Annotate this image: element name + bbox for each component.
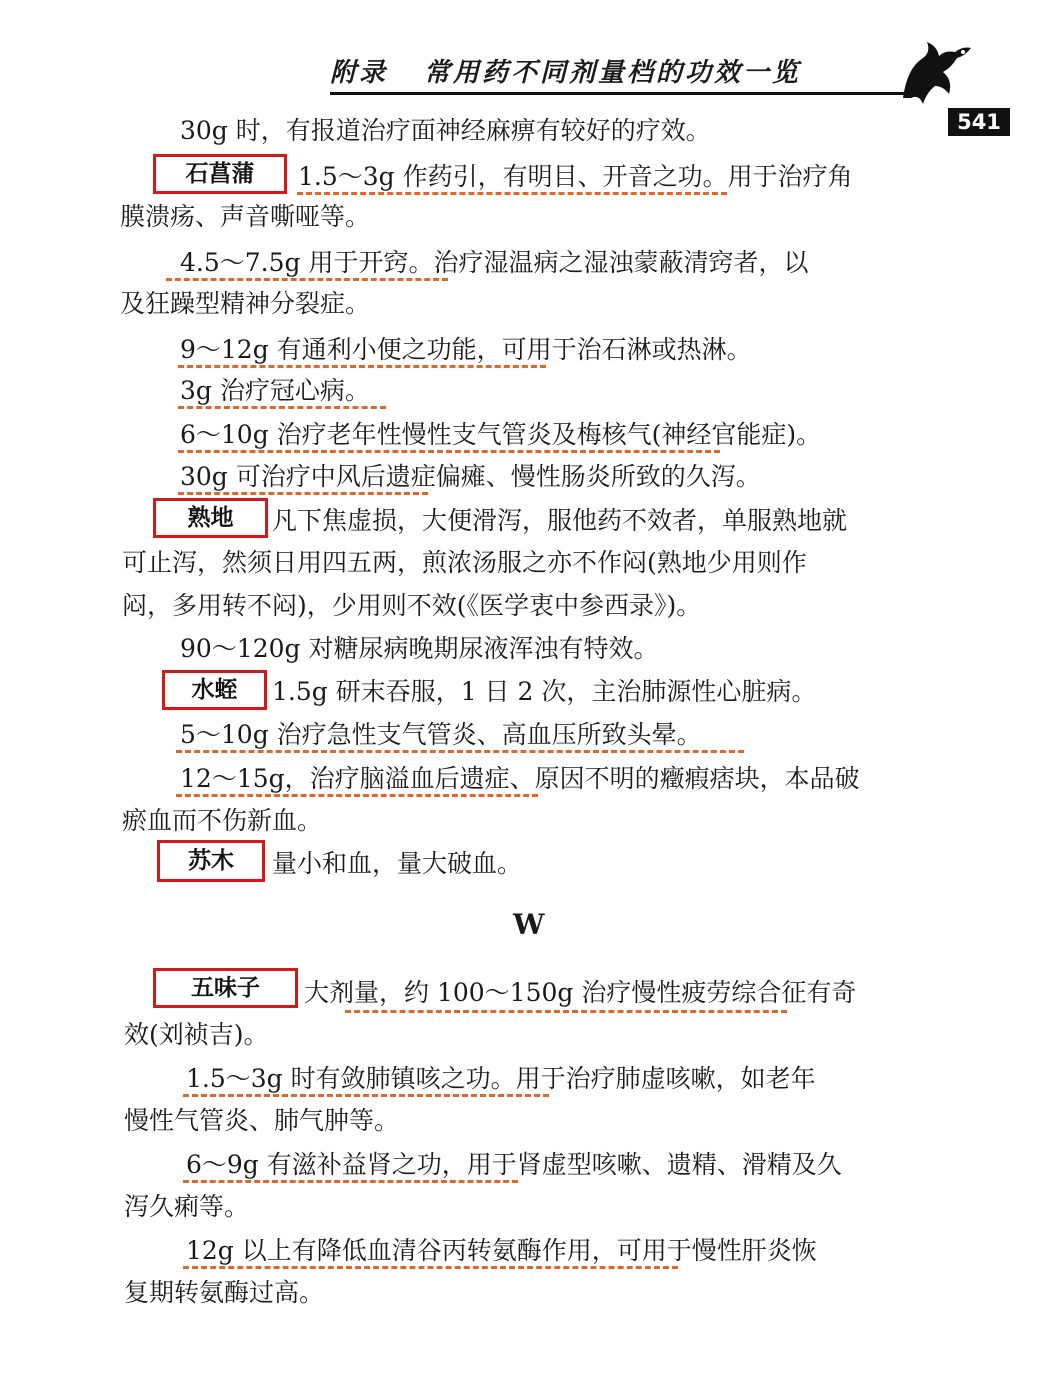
appendix-label: 附录	[330, 58, 389, 88]
dashed-underline	[183, 1094, 549, 1097]
dashed-underline	[166, 278, 448, 281]
text-line: 复期转氨酶过高。	[124, 1278, 325, 1307]
dashed-underline	[176, 750, 744, 753]
text-line: 6～9g 有滋补益肾之功，用于肾虚型咳嗽、遗精、滑精及久	[186, 1150, 842, 1179]
header-title: 常用药不同剂量档的功效一览	[424, 58, 802, 88]
text-line: 6～10g 治疗老年性慢性支气管炎及梅核气(神经官能症)。	[180, 420, 822, 449]
text-line: 泻久痢等。	[124, 1192, 250, 1221]
text-line: 1.5～3g 时有敛肺镇咳之功。用于治疗肺虚咳嗽，如老年	[186, 1064, 816, 1093]
text-line: 凡下焦虚损，大便滑泻，服他药不效者，单服熟地就	[272, 506, 848, 535]
dashed-underline	[178, 492, 428, 495]
text-line: 瘀血而不伤新血。	[122, 806, 323, 835]
dashed-underline	[178, 365, 546, 368]
text-line: 效(刘祯吉)。	[124, 1020, 269, 1049]
text-line: 大剂量，约 100～150g 治疗慢性疲劳综合征有奇	[304, 978, 857, 1007]
text-line: 30g 可治疗中风后遗症偏瘫、慢性肠炎所致的久泻。	[180, 462, 761, 491]
page-number: 541	[948, 108, 1010, 136]
text-line: 可止泻，然须日用四五两，煎浓汤服之亦不作闷(熟地少用则作	[122, 548, 807, 577]
section-letter: W	[513, 908, 545, 941]
text-line: 闷，多用转不闷)，少用则不效(《医学衷中参西录》)。	[122, 591, 702, 620]
text-line: 慢性气管炎、肺气肿等。	[124, 1106, 400, 1135]
text-line: 5～10g 治疗急性支气管炎、高血压所致头晕。	[180, 720, 702, 749]
text-line: 膜溃疡、声音嘶哑等。	[120, 202, 371, 231]
herb-box-shichangpu: 石菖蒲	[153, 154, 287, 194]
text-line: 90～120g 对糖尿病晚期尿液浑浊有特效。	[180, 634, 659, 663]
herb-box-shuizhi: 水蛭	[162, 670, 267, 710]
text-line: 9～12g 有通利小便之功能，可用于治石淋或热淋。	[180, 335, 752, 364]
text-line: 12～15g，治疗脑溢血后遗症、原因不明的癥瘕痞块，本品破	[180, 764, 860, 793]
text-line: 3g 治疗冠心病。	[180, 376, 370, 405]
text-line: 及狂躁型精神分裂症。	[120, 289, 371, 318]
text-line: 量小和血，量大破血。	[272, 849, 523, 878]
header-rule	[330, 92, 905, 95]
text-line: 1.5g 研末吞服，1 日 2 次，主治肺源性心脏病。	[272, 677, 817, 706]
text-line: 4.5～7.5g 用于开窍。治疗湿温病之湿浊蒙蔽清窍者，以	[180, 248, 809, 277]
running-header	[330, 52, 905, 89]
dragon-emblem-icon	[893, 28, 975, 108]
dashed-underline	[178, 406, 386, 409]
dashed-underline	[183, 1266, 678, 1269]
dashed-underline	[297, 192, 727, 195]
dashed-underline	[345, 1010, 787, 1013]
herb-box-wuweizi: 五味子	[153, 968, 298, 1008]
herb-box-sumu: 苏木	[157, 840, 265, 882]
text-line: 30g 时，有报道治疗面神经麻痹有较好的疗效。	[180, 116, 711, 145]
dashed-underline	[176, 794, 538, 797]
dashed-underline	[178, 450, 720, 453]
text-line: 12g 以上有降低血清谷丙转氨酶作用，可用于慢性肝炎恢	[186, 1236, 817, 1265]
text-line: 1.5～3g 作药引，有明目、开音之功。用于治疗角	[298, 162, 853, 191]
dashed-underline	[183, 1180, 518, 1183]
herb-box-shudi: 熟地	[153, 498, 268, 538]
